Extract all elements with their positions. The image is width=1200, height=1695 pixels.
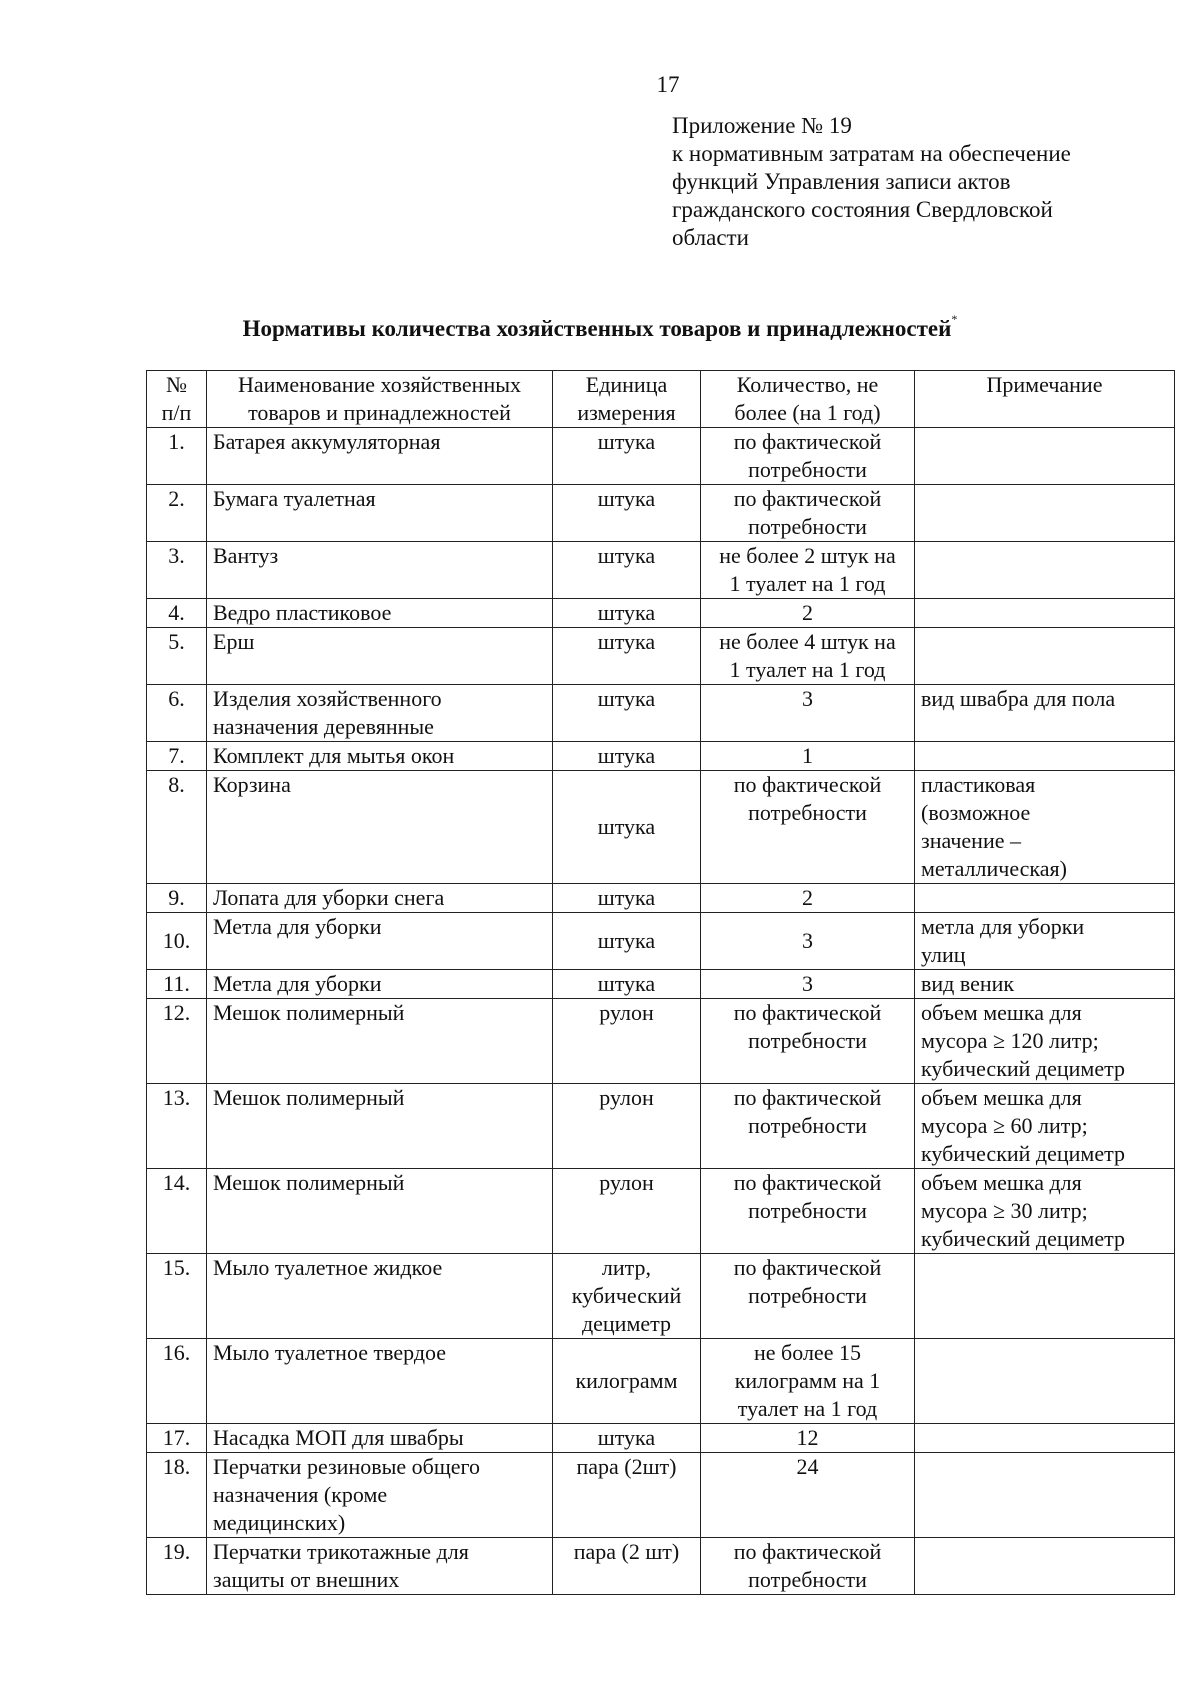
cell-note: [915, 1538, 1175, 1595]
quantity-line: 3: [802, 686, 813, 711]
cell-unit: [553, 542, 701, 599]
cell-note: [915, 1453, 1175, 1538]
quantity-line: 1 туалет на 1 год: [729, 657, 886, 682]
header-qty: [701, 371, 915, 428]
quantity-line: потребности: [748, 457, 867, 482]
quantity-line: потребности: [748, 1283, 867, 1308]
quantity-line: по фактической: [733, 1085, 882, 1110]
quantity-line: 24: [796, 1454, 819, 1479]
cell-note: [915, 742, 1175, 771]
appendix-header: [672, 112, 1172, 252]
cell-note: [915, 913, 1175, 970]
cell-quantity: [701, 1254, 915, 1339]
cell-unit: [553, 1254, 701, 1339]
note-line: пластиковая: [921, 772, 1036, 797]
header-qty-text: Количество, не: [736, 372, 879, 397]
table-row: [147, 1453, 1175, 1538]
item-name-line: Батарея аккумуляторная: [213, 429, 441, 454]
cell-unit: [553, 1424, 701, 1453]
unit-line: штука: [597, 928, 656, 953]
item-name-line: Комплект для мытья окон: [213, 743, 455, 768]
cell-item-name: [207, 913, 553, 970]
cell-note: [915, 599, 1175, 628]
cell-quantity: [701, 742, 915, 771]
cell-item-name: [207, 999, 553, 1084]
appendix-line: Приложение № 19: [672, 113, 852, 138]
quantity-line: потребности: [748, 1567, 867, 1592]
cell-unit: [553, 428, 701, 485]
cell-number: 19.: [147, 1538, 207, 1595]
note-line: кубический дециметр: [921, 1226, 1126, 1251]
cell-item-name: [207, 428, 553, 485]
cell-number: 5.: [147, 628, 207, 685]
table-row: [147, 771, 1175, 884]
unit-line: штука: [597, 743, 656, 768]
item-name-line: Вантуз: [213, 543, 279, 568]
quantity-line: потребности: [748, 514, 867, 539]
cell-number: 9.: [147, 884, 207, 913]
quantity-line: потребности: [748, 1028, 867, 1053]
unit-line: штука: [597, 814, 656, 839]
table-row: [147, 1538, 1175, 1595]
note-line: кубический дециметр: [921, 1056, 1126, 1081]
cell-unit: [553, 771, 701, 884]
item-name-line: Лопата для уборки снега: [213, 885, 445, 910]
unit-line: штука: [597, 686, 656, 711]
header-num-text: п/п: [161, 400, 192, 425]
appendix-line: области: [672, 225, 749, 250]
cell-number: 4.: [147, 599, 207, 628]
cell-item-name: [207, 970, 553, 999]
footnote-mark: *: [951, 312, 958, 326]
cell-quantity: [701, 599, 915, 628]
quantity-line: не более 15: [754, 1340, 861, 1365]
item-name-line: защиты от внешних: [213, 1567, 400, 1592]
cell-item-name: [207, 685, 553, 742]
quantity-line: 1 туалет на 1 год: [729, 571, 886, 596]
cell-note: [915, 685, 1175, 742]
cell-number: 13.: [147, 1084, 207, 1169]
table-row: [147, 628, 1175, 685]
item-name-line: медицинских): [213, 1510, 346, 1535]
cell-quantity: [701, 428, 915, 485]
table-row: [147, 1424, 1175, 1453]
quantity-line: 2: [802, 885, 813, 910]
cell-note: [915, 542, 1175, 599]
cell-note: [915, 1339, 1175, 1424]
cell-unit: [553, 1538, 701, 1595]
document-title-text: Нормативы количества хозяйственных товаров и принадлежностей: [242, 316, 952, 341]
note-line: металлическая): [921, 856, 1067, 881]
cell-note: [915, 771, 1175, 884]
cell-unit: [553, 485, 701, 542]
cell-quantity: [701, 1084, 915, 1169]
note-line: кубический дециметр: [921, 1141, 1126, 1166]
cell-quantity: [701, 485, 915, 542]
cell-number: 14.: [147, 1169, 207, 1254]
item-name-line: Бумага туалетная: [213, 486, 376, 511]
item-name-line: Перчатки резиновые общего: [213, 1454, 481, 1479]
cell-quantity: [701, 1339, 915, 1424]
cell-item-name: [207, 628, 553, 685]
quantity-line: по фактической: [733, 1255, 882, 1280]
cell-quantity: [701, 913, 915, 970]
header-num: [147, 371, 207, 428]
cell-unit: [553, 999, 701, 1084]
quantity-line: 3: [802, 971, 813, 996]
unit-line: рулон: [599, 1170, 654, 1195]
cell-item-name: [207, 1339, 553, 1424]
note-line: вид веник: [921, 971, 1015, 996]
unit-line: кубический: [571, 1283, 682, 1308]
cell-item-name: [207, 1169, 553, 1254]
cell-number: 17.: [147, 1424, 207, 1453]
quantity-line: по фактической: [733, 429, 882, 454]
cell-note: [915, 1254, 1175, 1339]
unit-line: дециметр: [581, 1311, 672, 1336]
cell-quantity: [701, 542, 915, 599]
unit-line: рулон: [599, 1000, 654, 1025]
quantity-line: 2: [802, 600, 813, 625]
cell-item-name: [207, 1453, 553, 1538]
item-name-line: Мешок полимерный: [213, 1000, 405, 1025]
cell-item-name: [207, 1424, 553, 1453]
cell-number: 12.: [147, 999, 207, 1084]
quantity-line: по фактической: [733, 772, 882, 797]
item-name-line: Мешок полимерный: [213, 1170, 405, 1195]
header-name-text: товаров и принадлежностей: [248, 400, 511, 425]
cell-note: [915, 1169, 1175, 1254]
unit-line: штука: [597, 543, 656, 568]
note-line: вид швабра для пола: [921, 686, 1116, 711]
unit-line: пара (2 шт): [573, 1539, 680, 1564]
appendix-line: функций Управления записи актов: [672, 169, 1011, 194]
item-name-line: Метла для уборки: [213, 971, 382, 996]
table-row: [147, 999, 1175, 1084]
header-unit-text: Единица: [585, 372, 668, 397]
cell-unit: [553, 742, 701, 771]
quantity-line: 1: [802, 743, 813, 768]
cell-unit: [553, 1084, 701, 1169]
cell-number: 2.: [147, 485, 207, 542]
cell-unit: [553, 628, 701, 685]
cell-quantity: [701, 1538, 915, 1595]
cell-quantity: [701, 1424, 915, 1453]
cell-number: 16.: [147, 1339, 207, 1424]
cell-note: [915, 999, 1175, 1084]
table-row: [147, 599, 1175, 628]
header-note: [915, 371, 1175, 428]
cell-unit: [553, 913, 701, 970]
unit-line: штука: [597, 429, 656, 454]
item-name-line: Перчатки трикотажные для: [213, 1539, 469, 1564]
table-row: [147, 1084, 1175, 1169]
cell-number: 7.: [147, 742, 207, 771]
note-line: объем мешка для: [921, 1170, 1082, 1195]
cell-note: [915, 485, 1175, 542]
header-name: [207, 371, 553, 428]
quantity-line: потребности: [748, 1198, 867, 1223]
cell-quantity: [701, 685, 915, 742]
cell-number: 10.: [147, 913, 207, 970]
item-name-line: Метла для уборки: [213, 914, 382, 939]
quantity-line: по фактической: [733, 1539, 882, 1564]
table-header-row: [147, 371, 1175, 428]
note-line: мусора ≥ 60 литр;: [921, 1113, 1088, 1138]
table-row: [147, 1339, 1175, 1424]
cell-unit: [553, 1339, 701, 1424]
cell-number: 15.: [147, 1254, 207, 1339]
table-row: [147, 884, 1175, 913]
unit-line: штука: [597, 629, 656, 654]
unit-line: штука: [597, 885, 656, 910]
document-title: [0, 312, 1200, 342]
item-name-line: Корзина: [213, 772, 291, 797]
table-row: [147, 428, 1175, 485]
quantity-line: потребности: [748, 800, 867, 825]
cell-unit: [553, 1169, 701, 1254]
quantity-line: потребности: [748, 1113, 867, 1138]
note-line: мусора ≥ 120 литр;: [921, 1028, 1099, 1053]
note-line: (возможное: [921, 800, 1031, 825]
item-name-line: назначения деревянные: [213, 714, 434, 739]
quantity-line: по фактической: [733, 1000, 882, 1025]
appendix-line: гражданского состояния Свердловской: [672, 197, 1053, 222]
cell-number: 1.: [147, 428, 207, 485]
table-row: [147, 970, 1175, 999]
quantity-line: не более 2 штук на: [719, 543, 896, 568]
table-row: [147, 742, 1175, 771]
table-row: [147, 685, 1175, 742]
item-name-line: Изделия хозяйственного: [213, 686, 442, 711]
cell-number: 18.: [147, 1453, 207, 1538]
cell-number: 3.: [147, 542, 207, 599]
table-row: [147, 1254, 1175, 1339]
header-qty-text: более (на 1 год): [734, 400, 881, 425]
quantity-line: 12: [796, 1425, 819, 1450]
unit-line: штука: [597, 486, 656, 511]
item-name-line: Насадка МОП для швабры: [213, 1425, 464, 1450]
cell-number: 8.: [147, 771, 207, 884]
header-num-text: №: [166, 372, 187, 397]
cell-number: 6.: [147, 685, 207, 742]
table-body: [147, 428, 1175, 1595]
quantity-line: 3: [802, 928, 813, 953]
norms-table: [146, 370, 1175, 1595]
unit-line: литр,: [601, 1255, 652, 1280]
quantity-line: килограмм на 1: [734, 1368, 881, 1393]
cell-note: [915, 884, 1175, 913]
cell-quantity: [701, 884, 915, 913]
cell-quantity: [701, 1169, 915, 1254]
header-note-text: Примечание: [986, 372, 1103, 397]
item-name-line: Ведро пластиковое: [213, 600, 392, 625]
cell-note: [915, 628, 1175, 685]
cell-note: [915, 970, 1175, 999]
cell-unit: [553, 685, 701, 742]
item-name-line: Мыло туалетное твердое: [213, 1340, 447, 1365]
appendix-line: к нормативным затратам на обеспечение: [672, 141, 1071, 166]
cell-quantity: [701, 771, 915, 884]
cell-unit: [553, 970, 701, 999]
header-unit-text: измерения: [577, 400, 676, 425]
cell-note: [915, 428, 1175, 485]
note-line: улиц: [921, 942, 966, 967]
header-unit: [553, 371, 701, 428]
cell-item-name: [207, 542, 553, 599]
header-name-text: Наименование хозяйственных: [237, 372, 522, 397]
table-row: [147, 1169, 1175, 1254]
cell-quantity: [701, 628, 915, 685]
cell-item-name: [207, 1254, 553, 1339]
item-name-line: Мыло туалетное жидкое: [213, 1255, 443, 1280]
unit-line: килограмм: [575, 1368, 678, 1393]
cell-item-name: [207, 742, 553, 771]
unit-line: рулон: [599, 1085, 654, 1110]
note-line: значение –: [921, 828, 1021, 853]
cell-unit: [553, 1453, 701, 1538]
table-row: [147, 542, 1175, 599]
quantity-line: по фактической: [733, 1170, 882, 1195]
cell-unit: [553, 599, 701, 628]
page-number: 17: [656, 72, 680, 97]
quantity-line: туалет на 1 год: [737, 1396, 878, 1421]
cell-quantity: [701, 970, 915, 999]
table-row: [147, 913, 1175, 970]
unit-line: штука: [597, 971, 656, 996]
unit-line: пара (2шт): [576, 1454, 677, 1479]
table-row: [147, 485, 1175, 542]
cell-item-name: [207, 485, 553, 542]
cell-item-name: [207, 599, 553, 628]
note-line: объем мешка для: [921, 1000, 1082, 1025]
note-line: метла для уборки: [921, 914, 1085, 939]
item-name-line: назначения (кроме: [213, 1482, 388, 1507]
cell-number: 11.: [147, 970, 207, 999]
unit-line: штука: [597, 1425, 656, 1450]
quantity-line: по фактической: [733, 486, 882, 511]
cell-quantity: [701, 999, 915, 1084]
cell-item-name: [207, 884, 553, 913]
item-name-line: Мешок полимерный: [213, 1085, 405, 1110]
unit-line: штука: [597, 600, 656, 625]
note-line: объем мешка для: [921, 1085, 1082, 1110]
cell-note: [915, 1084, 1175, 1169]
quantity-line: не более 4 штук на: [719, 629, 896, 654]
cell-note: [915, 1424, 1175, 1453]
cell-item-name: [207, 1538, 553, 1595]
cell-item-name: [207, 771, 553, 884]
cell-quantity: [701, 1453, 915, 1538]
note-line: мусора ≥ 30 литр;: [921, 1198, 1088, 1223]
cell-item-name: [207, 1084, 553, 1169]
item-name-line: Ерш: [213, 629, 255, 654]
cell-unit: [553, 884, 701, 913]
